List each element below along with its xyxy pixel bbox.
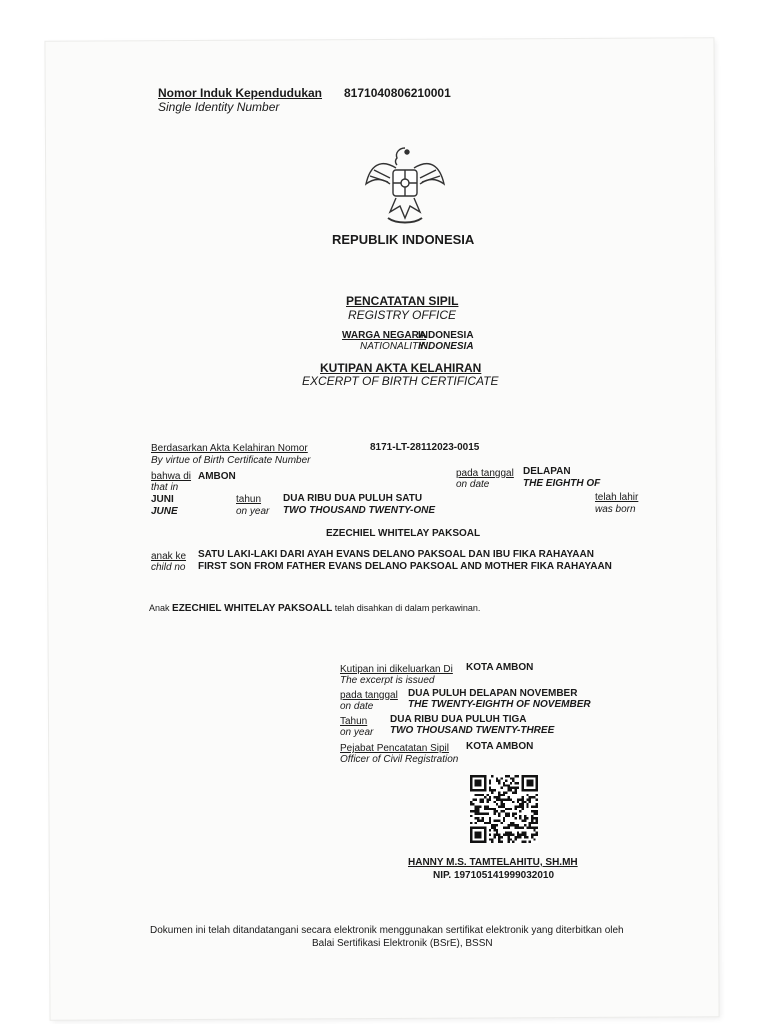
issued-date-label-en: on date [340, 701, 374, 712]
year-label: tahun [236, 494, 262, 505]
office-title: PENCATATAN SIPIL [346, 294, 459, 308]
issued-date-value: DUA PULUH DELAPAN NOVEMBER [408, 688, 578, 699]
certificate-title: KUTIPAN AKTA KELAHIRAN [320, 361, 482, 375]
officer-label-en: Officer of Civil Registration [340, 754, 459, 765]
note-prefix: Anak [149, 603, 170, 613]
note-name: EZECHIEL WHITELAY PAKSOALL [172, 603, 333, 614]
qr-code-icon[interactable] [470, 775, 538, 843]
issued-date-label: pada tanggal [340, 690, 398, 701]
official-nip: NIP. 197105141999032010 [433, 870, 555, 881]
basis-label: Berdasarkan Akta Kelahiran Nomor [151, 443, 308, 454]
parents-line: SATU LAKI-LAKI DARI AYAH EVANS DELANO PAKSOAL DAN IBU FIKA RAHAYAAN [198, 549, 594, 560]
on-date-label-en: on date [456, 479, 490, 490]
citizenship-value: INDONESIA [418, 330, 474, 341]
born-label-en: was born [595, 504, 636, 515]
issued-year-value: DUA RIBU DUA PULUH TIGA [390, 714, 527, 725]
basis-label-en: By virtue of Birth Certificate Number [151, 455, 311, 466]
child-no-label-en: child no [151, 562, 186, 573]
issued-label-en: The excerpt is issued [340, 675, 435, 686]
year-value: DUA RIBU DUA PULUH SATU [283, 493, 423, 504]
note-suffix: telah disahkan di dalam perkawinan. [334, 603, 481, 613]
officer-place: KOTA AMBON [466, 741, 534, 752]
month-value: JUNI [151, 494, 174, 505]
official-name: HANNY M.S. TAMTELAHITU, SH.MH [408, 857, 578, 868]
issued-year-label: Tahun [340, 716, 368, 727]
year-value-en: TWO THOUSAND TWENTY-ONE [283, 505, 436, 516]
that-in-label: bahwa di [151, 471, 192, 482]
officer-label: Pejabat Pencatatan Sipil [340, 743, 449, 754]
day-value: DELAPAN [523, 466, 571, 477]
child-no-label: anak ke [151, 551, 187, 562]
issued-year-value-en: TWO THOUSAND TWENTY-THREE [390, 725, 555, 736]
nik-label-en: Single Identity Number [158, 100, 280, 114]
certificate-title-en: EXCERPT OF BIRTH CERTIFICATE [302, 374, 499, 388]
on-date-label: pada tanggal [456, 468, 514, 479]
born-label: telah lahir [595, 492, 639, 503]
that-in-label-en: that in [151, 482, 179, 493]
nik-label: Nomor Induk Kependudukan [158, 86, 323, 100]
month-value-en: JUNE [151, 506, 178, 517]
year-label-en: on year [236, 506, 270, 517]
citizenship-value-en: INDONESIA [418, 341, 474, 352]
legitimation-note [149, 603, 480, 614]
child-name: EZECHIEL WHITELAY PAKSOAL [326, 528, 481, 539]
issued-date-value-en: THE TWENTY-EIGHTH OF NOVEMBER [408, 699, 591, 710]
parents-line-en: FIRST SON FROM FATHER EVANS DELANO PAKSOAL AND MOTHER FIKA RAHAYAAN [198, 561, 612, 572]
certificate-number: 8171-LT-28112023-0015 [370, 442, 480, 453]
footer-line-1: Dokumen ini telah ditandatangani secara elektronik menggunakan sertifikat elektronik yang diterbitkan oleh [150, 925, 624, 936]
that-in-value: AMBON [198, 471, 236, 482]
issued-label: Kutipan ini dikeluarkan Di [340, 664, 453, 675]
garuda-emblem-icon [360, 140, 450, 230]
country-title: REPUBLIK INDONESIA [332, 232, 475, 247]
citizenship-label-en: NATIONALITY [360, 341, 425, 352]
footer-line-2: Balai Sertifikasi Elektronik (BSrE), BSSN [312, 938, 493, 949]
citizenship-label: WARGA NEGARA [342, 330, 427, 341]
day-value-en: THE EIGHTH OF [523, 478, 601, 489]
issued-place: KOTA AMBON [466, 662, 534, 673]
nik-value: 8171040806210001 [344, 86, 451, 100]
issued-year-label-en: on year [340, 727, 374, 738]
office-title-en: REGISTRY OFFICE [348, 308, 457, 322]
